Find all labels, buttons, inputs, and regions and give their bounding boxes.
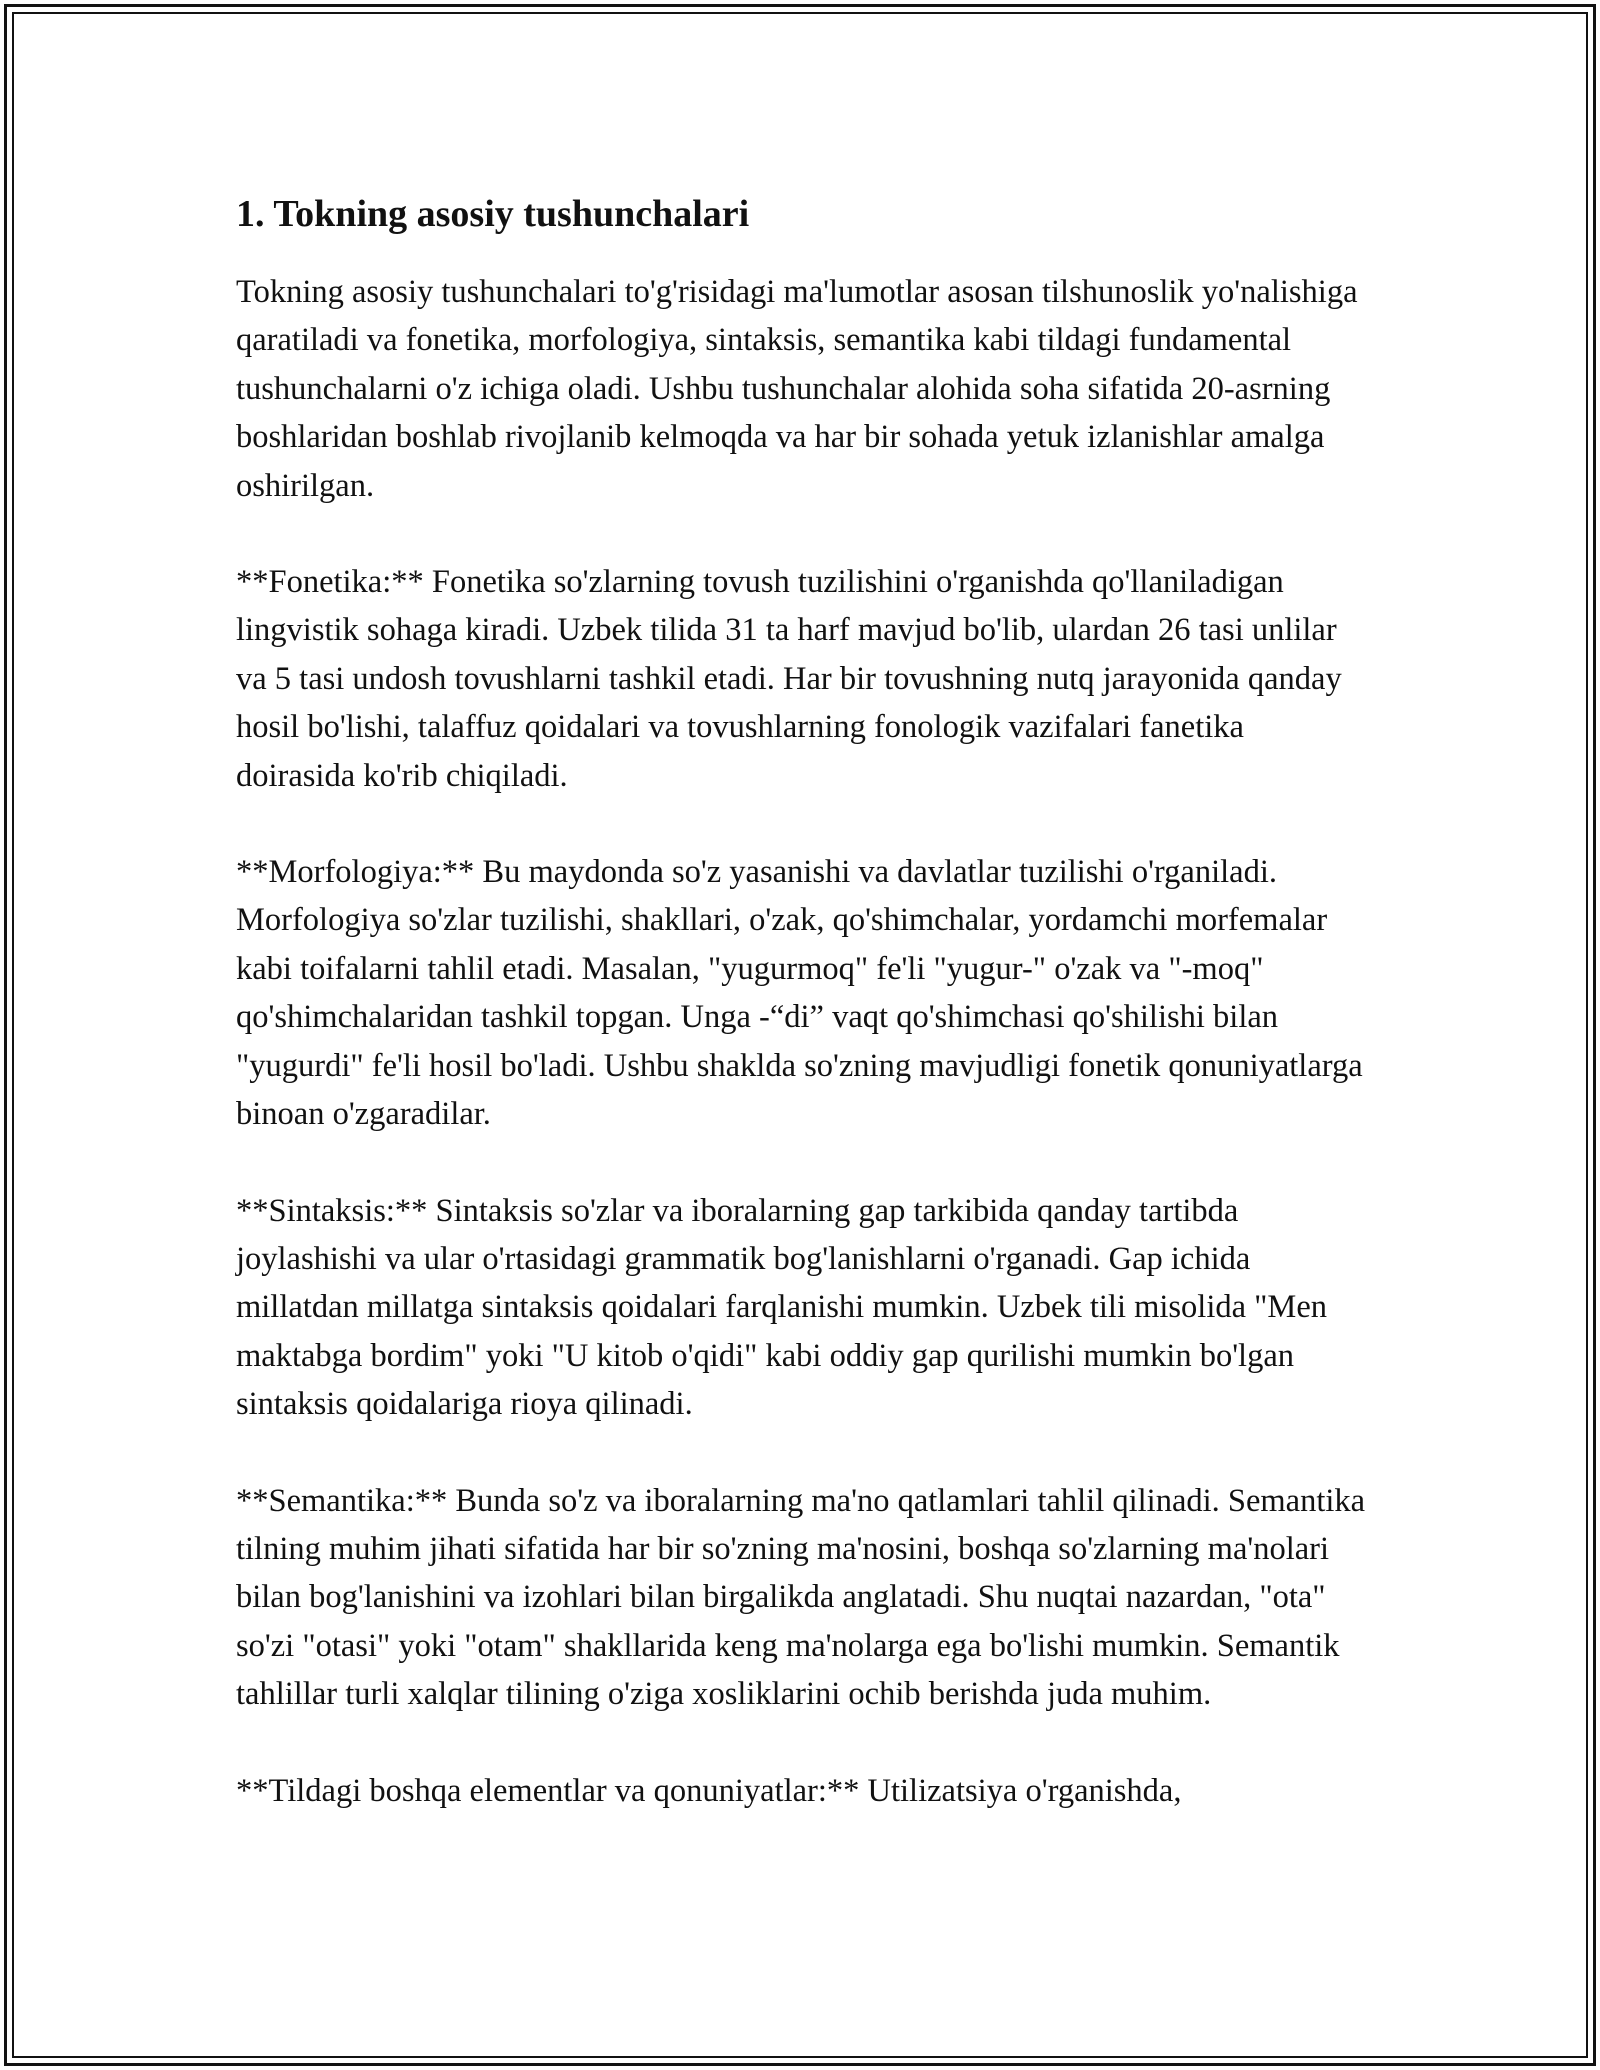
other-elements-paragraph: **Tildagi boshqa elementlar va qonuniyatlar:** Utilizatsiya o'rganishda, (236, 1772, 1182, 1809)
document-body (236, 186, 1366, 1863)
fonetika-paragraph: **Fonetika:** Fonetika so'zlarning tovush tuzilishini o'rganishda qo'llaniladigan lingvistik sohaga kiradi. Uzbek tilida 31 ta harf mavjud bo'lib, ulardan 26 tasi unlilar va 5 tasi undosh tovushlarni tashkil etadi. Har bir tovushning nutq jarayonida qanday hosil bo'lishi, talaffuz qoidalari va tovushlarning fonologik vazifalari fanetika doirasida ko'rib chiqiladi. (236, 564, 1342, 794)
sintaksis-paragraph: **Sintaksis:** Sintaksis so'zlar va iboralarning gap tarkibida qanday tartibda joylashishi va ular o'rtasidagi grammatik bog'lanishlarni o'rganadi. Gap ichida millatdan millatga sintaksis qoidalari farqlanishi mumkin. Uzbek tili misolida "Men maktabga bordim" yoki "U kitob o'qidi" kabi oddiy gap qurilishi mumkin bo'lgan sintaksis qoidalariga rioya qilinadi. (236, 1192, 1328, 1423)
section-heading: 1. Tokning asosiy tushunchalari (236, 193, 750, 235)
intro-paragraph: Tokning asosiy tushunchalari to'g'risidagi ma'lumotlar asosan tilshunoslik yo'nalishiga qaratiladi va fonetika, morfologiya, sintaksis, semantika kabi tildagi fundamental tushunchalarni o'z ichiga oladi. Ushbu tushunchalar alohida soha sifatida 20-asrning boshlaridan boshlab rivojlanib kelmoqda va har bir sohada yetuk izlanishlar amalga oshirilgan. (236, 274, 1358, 504)
morfologiya-paragraph: **Morfologiya:** Bu maydonda so'z yasanishi va davlatlar tuzilishi o'rganiladi. Morfologiya so'zlar tuzilishi, shakllari, o'zak, qo'shimchalar, yordamchi morfemalar kabi toifalarni tahlil etadi. Masalan, "yugurmoq" fe'li "yugur-" o'zak va "-moq" qo'shimchalaridan tashkil topgan. Unga -“di” vaqt qo'shimchasi qo'shilishi bilan "yugurdi" fe'li hosil bo'ladi. Ushbu shaklda so'zning mavjudligi fonetik qonuniyatlarga binoan o'zgaradilar. (236, 854, 1363, 1133)
semantika-paragraph: **Semantika:** Bunda so'z va iboralarning ma'no qatlamlari tahlil qilinadi. Semantika tilning muhim jihati sifatida har bir so'zning ma'nosini, boshqa so'zlarning ma'nolari bilan bog'lanishini va izohlari bilan birgalikda anglatadi. Shu nuqtai nazardan, "ota" so'zi "otasi" yoki "otam" shakllarida keng ma'nolarga ega bo'lishi mumkin. Semantik tahlillar turli xalqlar tilining o'ziga xosliklarini ochib berishda juda muhim. (236, 1482, 1366, 1713)
